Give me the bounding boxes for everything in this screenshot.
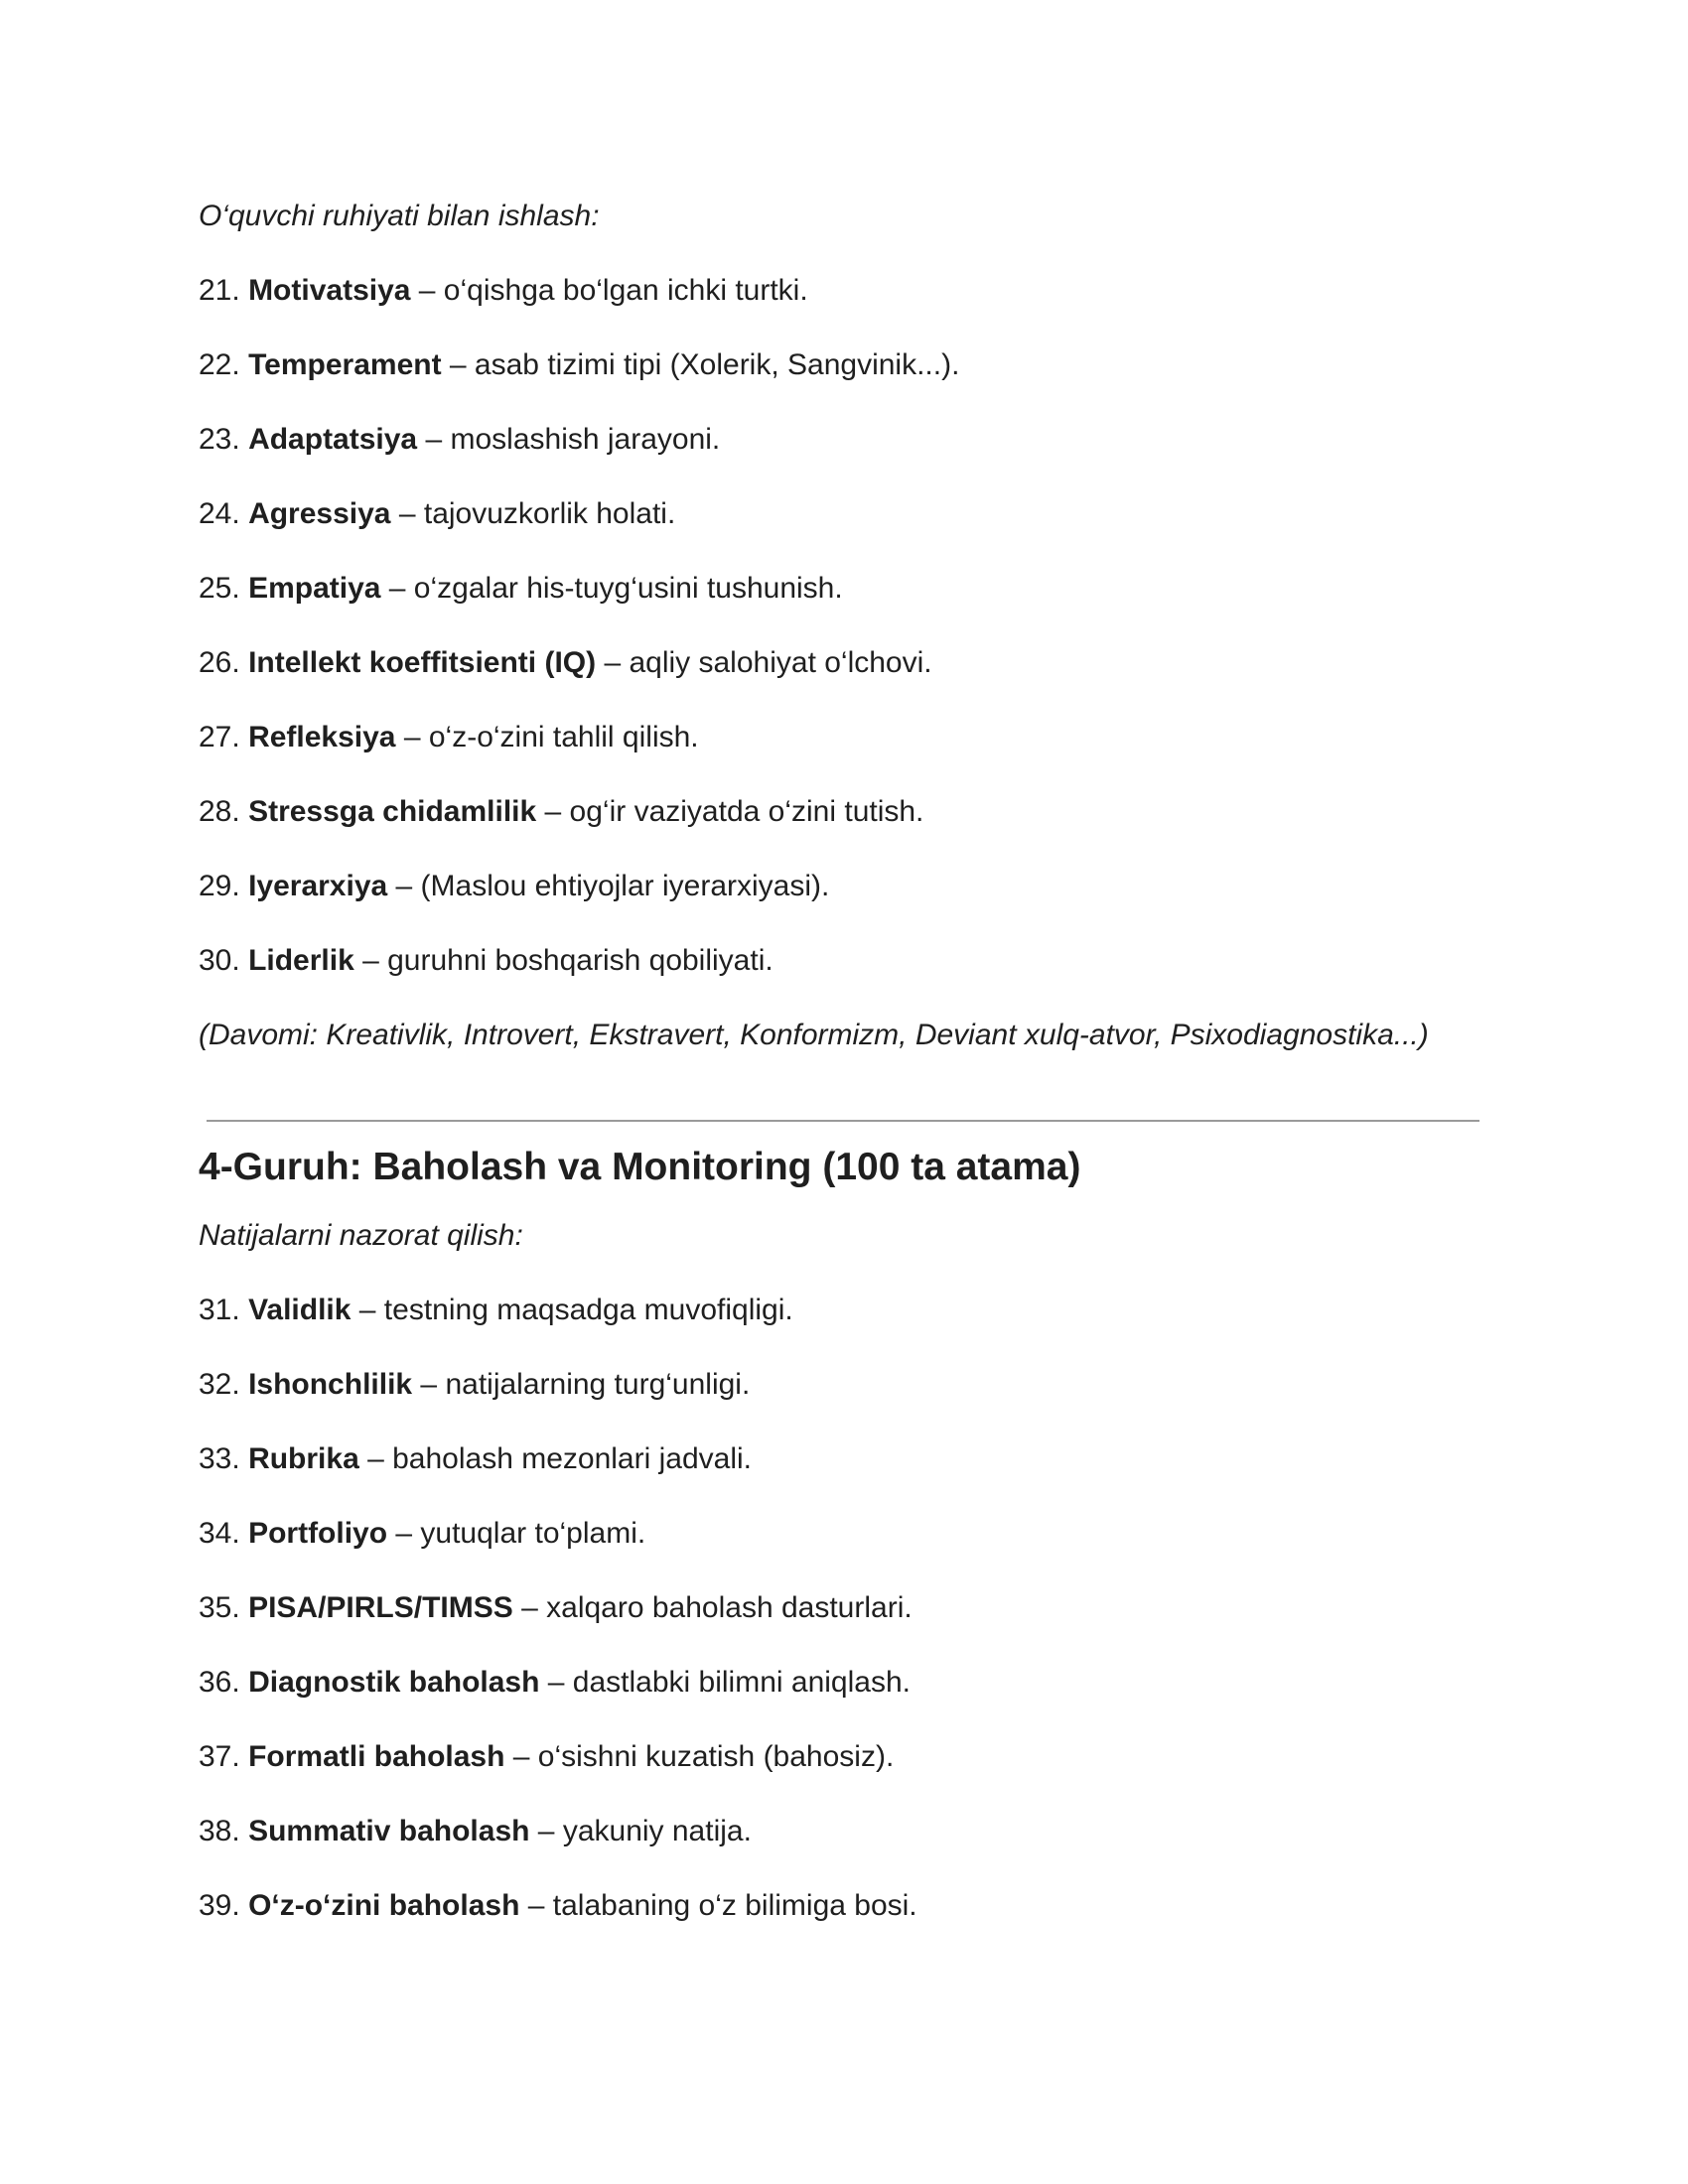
item-term: Iyerarxiya — [248, 870, 388, 902]
list-item — [199, 941, 774, 981]
list-item — [199, 271, 808, 311]
item-term: PISA/PIRLS/TIMSS — [248, 1591, 513, 1624]
item-number: 30. — [199, 944, 240, 977]
item-number: 26. — [199, 646, 240, 679]
item-number: 39. — [199, 1889, 240, 1922]
item-number: 21. — [199, 274, 240, 307]
item-number: 29. — [199, 870, 240, 902]
list-item — [199, 1291, 793, 1330]
item-number: 23. — [199, 423, 240, 456]
item-definition: – dastlabki bilimni aniqlash. — [539, 1666, 911, 1699]
item-term: Empatiya — [248, 572, 381, 605]
item-number: 25. — [199, 572, 240, 605]
item-definition: – asab tizimi tipi (Xolerik, Sangvinik...). — [441, 348, 960, 381]
item-definition: – o‘sishni kuzatish (bahosiz). — [504, 1740, 895, 1773]
item-term: Intellekt koeffitsienti (IQ) — [248, 646, 597, 679]
item-definition: – guruhni boshqarish qobiliyati. — [353, 944, 774, 977]
item-definition: – talabaning o‘z bilimiga bosi. — [519, 1889, 917, 1922]
item-term: Diagnostik baholash — [248, 1666, 540, 1699]
item-term: Liderlik — [248, 944, 354, 977]
list-item — [199, 345, 959, 385]
list-item — [199, 1588, 913, 1628]
section-heading: 4-Guruh: Baholash va Monitoring (100 ta atama) — [199, 1146, 1081, 1188]
list-item — [199, 569, 843, 609]
item-definition: – yutuqlar to‘plami. — [387, 1517, 646, 1550]
item-definition: – o‘qishga bo‘lgan ichki turtki. — [410, 274, 808, 307]
list-item — [199, 792, 923, 832]
list-item — [199, 1439, 752, 1479]
item-definition: – (Maslou ehtiyojlar iyerarxiyasi). — [387, 870, 830, 902]
item-definition: – natijalarning turg‘unligi. — [412, 1368, 751, 1401]
item-definition: – baholash mezonlari jadvali. — [358, 1442, 752, 1475]
item-number: 37. — [199, 1740, 240, 1773]
list-item — [199, 494, 675, 534]
item-number: 32. — [199, 1368, 240, 1401]
item-number: 24. — [199, 497, 240, 530]
item-definition: – aqliy salohiyat o‘lchovi. — [596, 646, 932, 679]
item-number: 38. — [199, 1815, 240, 1847]
item-term: Refleksiya — [248, 721, 396, 753]
item-term: Formatli baholash — [248, 1740, 505, 1773]
item-term: Validlik — [248, 1294, 352, 1326]
item-number: 33. — [199, 1442, 240, 1475]
item-term: Temperament — [248, 348, 442, 381]
item-term: Motivatsiya — [248, 274, 411, 307]
item-term: Adaptatsiya — [248, 423, 418, 456]
list-item — [199, 1886, 917, 1926]
list-item — [199, 718, 699, 757]
item-definition: – tajovuzkorlik holati. — [390, 497, 676, 530]
item-definition: – o‘zgalar his-tuyg‘usini tushunish. — [380, 572, 843, 605]
section-subtitle: O‘quvchi ruhiyati bilan ishlash: — [199, 200, 600, 232]
item-term: Rubrika — [248, 1442, 359, 1475]
item-term: Ishonchlilik — [248, 1368, 413, 1401]
list-item — [199, 1812, 752, 1851]
item-term: Portfoliyo — [248, 1517, 388, 1550]
item-number: 36. — [199, 1666, 240, 1699]
item-number: 35. — [199, 1591, 240, 1624]
item-term: O‘z-o‘zini baholash — [248, 1889, 520, 1922]
item-definition: – xalqaro baholash dasturlari. — [512, 1591, 913, 1624]
item-term: Stressga chidamlilik — [248, 795, 537, 828]
item-number: 27. — [199, 721, 240, 753]
item-term: Summativ baholash — [248, 1815, 530, 1847]
continuation-note: (Davomi: Kreativlik, Introvert, Ekstravert, Konformizm, Deviant xulq-atvor, Psixodiagnostika...) — [199, 1019, 1429, 1051]
item-definition: – og‘ir vaziyatda o‘zini tutish. — [536, 795, 924, 828]
item-term: Agressiya — [248, 497, 391, 530]
list-item — [199, 643, 932, 683]
item-number: 22. — [199, 348, 240, 381]
list-item — [199, 867, 829, 906]
item-definition: – o‘z-o‘zini tahlil qilish. — [395, 721, 699, 753]
item-definition: – moslashish jarayoni. — [417, 423, 721, 456]
item-number: 28. — [199, 795, 240, 828]
item-definition: – testning maqsadga muvofiqligi. — [351, 1294, 793, 1326]
item-definition: – yakuniy natija. — [529, 1815, 752, 1847]
list-item — [199, 1514, 645, 1554]
list-item — [199, 1737, 894, 1777]
list-item — [199, 1663, 911, 1703]
section-subtitle: Natijalarni nazorat qilish: — [199, 1219, 523, 1252]
horizontal-divider — [207, 1120, 1479, 1122]
list-item — [199, 420, 720, 460]
item-number: 31. — [199, 1294, 240, 1326]
list-item — [199, 1365, 750, 1405]
item-number: 34. — [199, 1517, 240, 1550]
